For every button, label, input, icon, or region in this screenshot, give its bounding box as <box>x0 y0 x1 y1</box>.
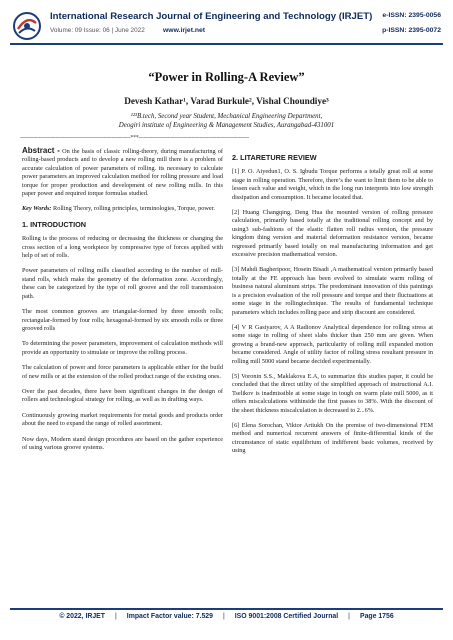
paragraph: To determining the power parameters, improvement of calculation methods will provide an opportunity to simulate or improve the rolling process. <box>22 340 223 356</box>
section-separator: -----------------------------------------------------------------***----------------------------------------------------------------- <box>20 135 249 141</box>
paper-authors: Devesh Kathar¹, Varad Burkule², Vishal Choundiye³ <box>124 96 329 106</box>
review-entry: [6] Elena Sorochan, Viktor Artiukh On the premise of two-dimensional FEM method and numerical recurrent answers of finite-differential kinds of the circumstance of static equilibrium of indifferent basic volumes, received by using <box>232 421 433 455</box>
review-entry: [1] P. O. Aiyedun1, O. S. Igbudu Torque performs a totally great roll at some stage in rolling operation. Therefore, there’s the want to limit them to be able to lessen each value and weight, which in the long run interprets into low strength dissipation and consumption. It became located that. <box>232 168 433 201</box>
left-column <box>22 147 223 459</box>
right-column <box>232 150 433 463</box>
journal-website-link[interactable]: www.irjet.net <box>163 27 206 34</box>
footer-impact-factor: Impact Factor value: 7.529 <box>126 613 213 620</box>
footer-page-number: Page 1756 <box>359 613 394 620</box>
paragraph: The most common grooves are triangular-formed by three smooth rolls; rectangular-formed by four rolls; hexagonal-formed by six smooth rolls or three grooved rolls <box>22 308 223 332</box>
footer-copyright: © 2022, IRJET <box>59 613 105 620</box>
review-entry: [5] Voronin S.S., Maklakova E.A, to summarize this studies paper, it could be concluded that the direct utility of the simplified approach of instructional A.I. Tselikov is inadmissible at some stage in tough on warm plate mill 5000, as it offers miscalculations withinside the first passes to 38%. With the discount of the sheet thickness miscalculation is decreased to 2...6%. <box>232 372 433 414</box>
volume-issue: Volume: 09 Issue: 06 | June 2022 <box>50 27 145 34</box>
header-divider <box>10 43 443 45</box>
abstract <box>22 147 223 198</box>
footer-divider <box>10 608 443 610</box>
paragraph: Over the past decades, there have been significant changes in the design of rollers and technological strategy for rolling, as well as in drafting ways. <box>22 387 223 404</box>
keywords <box>22 205 223 213</box>
e-issn: e-ISSN: 2395-0056 <box>382 12 441 19</box>
paragraph: Continuously growing market requirements for metal goods and products order about the need to expand the range of rolled assortment. <box>22 411 223 428</box>
irjet-logo-icon <box>12 11 42 41</box>
keywords-text: Rolling Theory, rolling principles, terminologies, Torque, power. <box>51 205 215 213</box>
p-issn: p-ISSN: 2395-0072 <box>382 27 441 34</box>
section-heading-literature-review: 2. LITARETURE REVIEW <box>232 153 317 162</box>
abstract-text: On the basis of classic rolling-theory, during manufacturing of rolling-based products and to develop a new rolling mill there is a problem of accurate calculation of power parameters of rolling. its necessary to calculate power parameters an improved calculation method for rolling pressure and load torque for proper production and development of new rolling mills. In this paper power and required torque formulas studied. <box>22 148 223 198</box>
review-entry: [3] Mahdi Bagheripoor, Hosein Bisadi ,A mathematical version primarily based totally at the FE approach has been evolved to simulate warm rolling of business natural aluminum strips. The predominant innovation of this paintings is a precision evaluation of the roll pressure and torque and their fluctuations at some stage in the rollingtechnique. The results of fundamental technique parameters which includes rolling pace and strip discount are considered. <box>232 266 433 316</box>
keywords-label: Key Words: <box>22 205 52 213</box>
affiliation-line-1: ¹²³B.tech, Second year Student, Mechanical Engineering Department, <box>130 113 323 120</box>
paper-title: “Power in Rolling-A Review” <box>148 70 305 84</box>
paragraph: Power parameters of rolling mills classified according to the number of mill-stand rolls, which make the geometry of the deformation zone. Accordingly, these can be categorized by the type of roll groove and the roll transmission path. <box>22 267 223 300</box>
paragraph: Rolling is the process of reducing or decreasing the thickness or changing the cross section of a long workpiece by compressive type of forces applied with help of set of rolls. <box>22 235 223 260</box>
footer-iso: ISO 9001:2008 Certified Journal <box>234 613 339 620</box>
abstract-label: Abstract - <box>22 146 60 155</box>
journal-header <box>0 0 453 60</box>
review-entry: [2] Huang Changqing, Deng Hua the mounted version of rolling pressure calculation, primarily based totally at the traditional rolling concept and by using3 sub-fashions of the elastic flatten roll radius version, the pressure kingdom thing version and material deformation resistance version, became regressed primarily based totally on real manufacturing information and get excessive precision mathematical version. <box>232 209 433 259</box>
paragraph: Now days, Modern stand design procedures are based on the gather experience of using various groove systems. <box>22 435 223 451</box>
page-footer: © 2022, IRJET | Impact Factor value: 7.529 | ISO 9001:2008 Certified Journal | Page 1756 <box>59 613 394 620</box>
review-entry: [4] V R Gasiyarov, A A Radionov Analytical dependence for rolling stress at some stage in rolling of sheet slabs thicker than 250 mm are given. When growing a brand-new approach, particularity of rolling mill expanded motion became considered. Angle of utility factor of rolling stress resultant pressure in rolling mill 5000 stand became decided experimentally. <box>232 323 433 365</box>
paragraph: The calculation of power and force parameters is applicable either for the build of new mills or at the extension of the rolled product range of the existing ones. <box>22 364 223 380</box>
affiliation-line-2: Deogiri institute of Engineering & Management Studies, Aurangabad-431001 <box>118 122 335 129</box>
section-heading-introduction: 1. INTRODUCTION <box>22 219 87 229</box>
journal-name: International Research Journal of Engineering and Technology (IRJET) <box>50 11 373 22</box>
